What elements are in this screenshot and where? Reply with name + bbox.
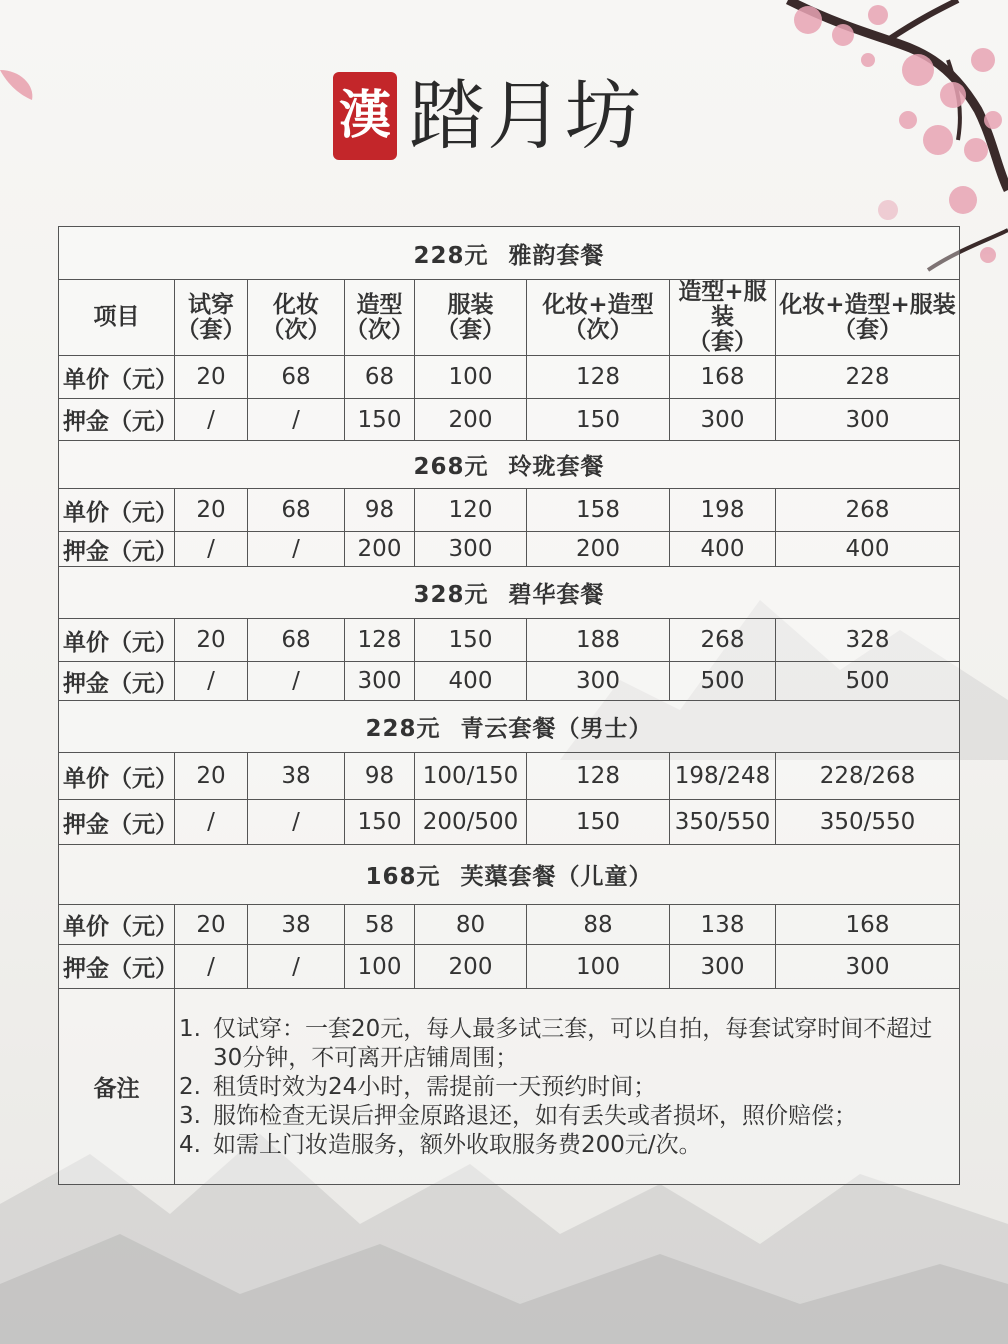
petal: [0, 60, 40, 110]
price-cell: 100: [527, 945, 670, 989]
price-cell: 80: [415, 905, 527, 945]
price-cell: 500: [776, 662, 960, 701]
column-header: [527, 280, 670, 356]
price-cell: 350/550: [670, 800, 776, 845]
price-cell: 20: [175, 753, 248, 800]
column-header: [175, 280, 248, 356]
price-cell: 98: [345, 489, 415, 532]
price-cell: 88: [527, 905, 670, 945]
price-cell: /: [175, 662, 248, 701]
package-title: [59, 845, 960, 905]
package-price: 228元: [365, 716, 441, 742]
package-name: 青云套餐（男士）: [460, 716, 653, 742]
row-label: 押金（元）: [59, 399, 175, 441]
note-text: 服饰检查无误后押金原路退还，如有丢失或者损坏，照价赔偿；: [213, 1103, 857, 1129]
table-row: [59, 619, 960, 662]
price-cell: 188: [527, 619, 670, 662]
note-text: 如需上门妆造服务，额外收取服务费200元/次。: [213, 1132, 702, 1158]
package-name: 玲珑套餐: [508, 454, 605, 480]
price-cell: 150: [527, 800, 670, 845]
column-header: [415, 280, 527, 356]
price-cell: 198: [670, 489, 776, 532]
price-cell: 68: [248, 489, 345, 532]
price-cell: 268: [670, 619, 776, 662]
package-name: 雅韵套餐: [508, 242, 605, 269]
price-cell: 328: [776, 619, 960, 662]
price-cell: 228: [776, 356, 960, 399]
package-name: 碧华套餐: [508, 582, 605, 608]
price-cell: /: [175, 532, 248, 567]
column-header: [345, 280, 415, 356]
table-row: [59, 662, 960, 701]
brand-name: 踏月坊: [409, 71, 643, 160]
price-cell: 20: [175, 489, 248, 532]
price-cell: 128: [345, 619, 415, 662]
row-label: 押金（元）: [59, 800, 175, 845]
price-cell: 20: [175, 905, 248, 945]
price-cell: /: [248, 662, 345, 701]
price-cell: 400: [776, 532, 960, 567]
price-cell: 20: [175, 356, 248, 399]
price-cell: 100: [345, 945, 415, 989]
column-header-row: [59, 280, 960, 356]
note-number: 4.: [179, 1132, 201, 1158]
price-cell: 228/268: [776, 753, 960, 800]
note-number: 3.: [179, 1103, 201, 1129]
price-cell: 20: [175, 619, 248, 662]
price-cell: 128: [527, 356, 670, 399]
price-cell: 200: [527, 532, 670, 567]
price-table: [58, 226, 960, 1185]
column-header: [59, 280, 175, 356]
price-cell: /: [248, 532, 345, 567]
row-label: 单价（元）: [59, 619, 175, 662]
price-cell: 150: [345, 399, 415, 441]
price-cell: 68: [248, 619, 345, 662]
price-cell: /: [175, 399, 248, 441]
brand-logo: [333, 68, 643, 163]
price-cell: 200/500: [415, 800, 527, 845]
package-title-row: [59, 845, 960, 905]
package-name: 芙蕖套餐（儿童）: [460, 864, 653, 890]
package-title: [59, 441, 960, 489]
price-cell: 150: [415, 619, 527, 662]
row-label: 单价（元）: [59, 489, 175, 532]
list-item: [179, 1131, 957, 1160]
price-cell: 138: [670, 905, 776, 945]
price-cell: 300: [415, 532, 527, 567]
price-cell: 200: [345, 532, 415, 567]
price-cell: 58: [345, 905, 415, 945]
table-row: [59, 356, 960, 399]
notes-row: [59, 989, 960, 1185]
price-cell: 200: [415, 399, 527, 441]
price-cell: /: [175, 945, 248, 989]
package-price: 168元: [365, 864, 441, 890]
price-cell: 268: [776, 489, 960, 532]
table-row: [59, 399, 960, 441]
column-header: [670, 280, 776, 356]
column-header-label: 化妆+造型 （次）: [542, 291, 654, 343]
table-row: [59, 905, 960, 945]
package-price: 328元: [413, 582, 489, 608]
package-title-row: [59, 567, 960, 619]
column-header: [248, 280, 345, 356]
price-cell: 98: [345, 753, 415, 800]
column-header-label: 服装 （套）: [436, 291, 505, 343]
price-cell: 400: [415, 662, 527, 701]
note-number: 2.: [179, 1074, 201, 1100]
table-row: [59, 532, 960, 567]
note-text: 租赁时效为24小时，需提前一天预约时间；: [213, 1074, 657, 1100]
price-cell: 168: [670, 356, 776, 399]
package-title-row: [59, 227, 960, 280]
list-item: [179, 1102, 957, 1131]
notes-content: [175, 989, 960, 1185]
price-cell: 158: [527, 489, 670, 532]
price-cell: 100/150: [415, 753, 527, 800]
price-cell: 120: [415, 489, 527, 532]
price-cell: 300: [527, 662, 670, 701]
table-row: [59, 800, 960, 845]
table-row: [59, 489, 960, 532]
price-cell: 100: [415, 356, 527, 399]
price-cell: 200: [415, 945, 527, 989]
column-header-label: 项目: [93, 304, 140, 330]
price-cell: 68: [345, 356, 415, 399]
price-cell: /: [248, 945, 345, 989]
price-cell: 300: [776, 399, 960, 441]
note-number: 1.: [179, 1016, 201, 1042]
note-text: 仅试穿：一套20元，每人最多试三套，可以自拍，每套试穿时间不超过30分钟，不可离开店铺周围；: [213, 1016, 933, 1071]
seal-stamp: 漢: [333, 72, 397, 160]
price-cell: 350/550: [776, 800, 960, 845]
column-header-label: 化妆 （次）: [261, 291, 331, 343]
price-cell: 150: [345, 800, 415, 845]
row-label: 押金（元）: [59, 662, 175, 701]
row-label: 单价（元）: [59, 356, 175, 399]
column-header-label: 造型+服 装 （套）: [678, 279, 767, 355]
notes-list: [179, 1015, 957, 1160]
price-cell: 128: [527, 753, 670, 800]
price-cell: /: [175, 800, 248, 845]
notes-label: 备注: [59, 989, 175, 1185]
price-cell: 68: [248, 356, 345, 399]
price-cell: 500: [670, 662, 776, 701]
package-title-row: [59, 441, 960, 489]
row-label: 押金（元）: [59, 532, 175, 567]
list-item: [179, 1015, 957, 1073]
price-cell: 300: [776, 945, 960, 989]
price-cell: 300: [670, 945, 776, 989]
row-label: 押金（元）: [59, 945, 175, 989]
price-cell: 168: [776, 905, 960, 945]
package-title: [59, 701, 960, 753]
price-cell: 300: [670, 399, 776, 441]
price-cell: 150: [527, 399, 670, 441]
package-title: [59, 567, 960, 619]
price-cell: 38: [248, 905, 345, 945]
price-cell: 38: [248, 753, 345, 800]
list-item: [179, 1073, 957, 1102]
row-label: 单价（元）: [59, 905, 175, 945]
row-label: 单价（元）: [59, 753, 175, 800]
column-header-label: 化妆+造型+服装 （套）: [779, 291, 956, 343]
column-header-label: 试穿 （套）: [176, 291, 246, 343]
package-price: 268元: [413, 454, 489, 480]
price-cell: /: [248, 800, 345, 845]
package-price: 228元: [413, 242, 489, 269]
price-cell: 300: [345, 662, 415, 701]
package-title: [59, 227, 960, 280]
package-title-row: [59, 701, 960, 753]
price-cell: 400: [670, 532, 776, 567]
price-cell: 198/248: [670, 753, 776, 800]
column-header: [776, 280, 960, 356]
column-header-label: 造型 （次）: [345, 291, 414, 343]
price-cell: /: [248, 399, 345, 441]
table-row: [59, 945, 960, 989]
table-row: [59, 753, 960, 800]
